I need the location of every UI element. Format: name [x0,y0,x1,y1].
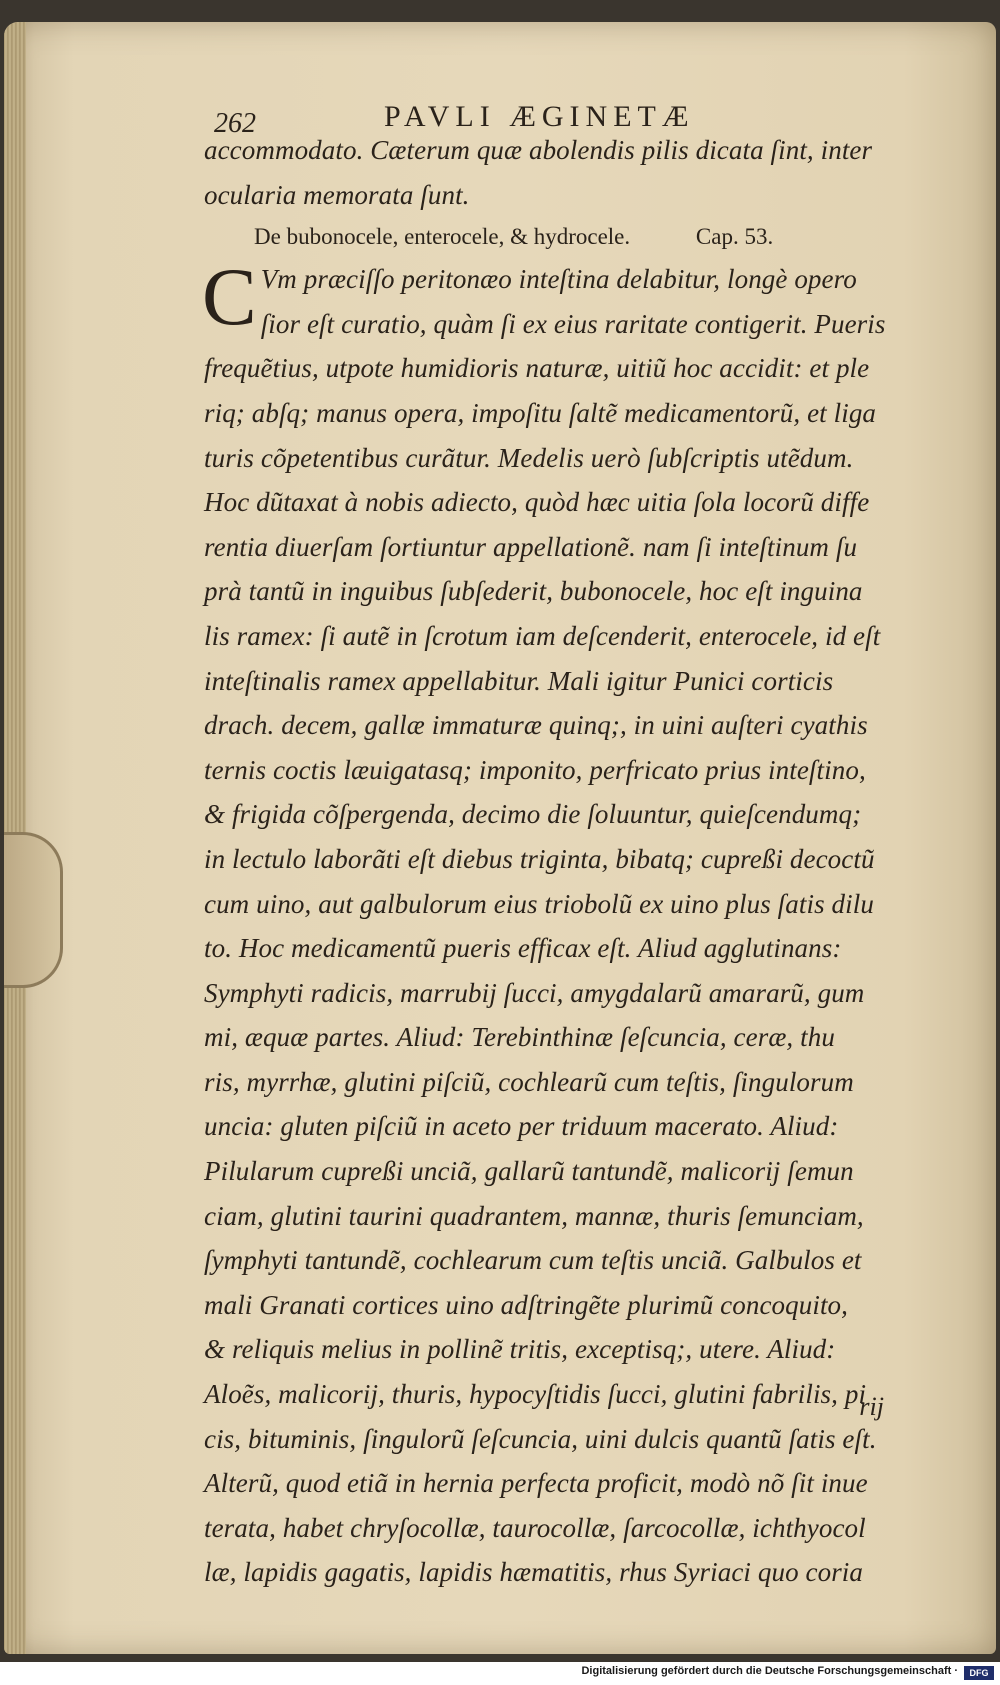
body-line: ternis coctis læuigatasq; imponito, perfricato prius inteſtino, [204,754,866,785]
body-line: turis cõpetentibus curãtur. Medelis uerò ſubſcriptis utẽdum. [204,442,854,473]
body-line: drach. decem, gallæ immaturæ quinq;, in uini auſteri cyathis [204,710,868,741]
body-line: & reliquis melius in pollinẽ tritis, exceptisq;, utere. Aliud: [204,1334,836,1365]
drop-cap: C [202,251,257,343]
body-line: frequẽtius, utpote humidioris naturæ, uitiũ hoc accidit: et ple [204,353,870,384]
body-line: & frigida cõſpergenda, decimo die ſoluuntur, quieſcendumq; [204,799,862,830]
body-line: to. Hoc medicamentũ pueris efficax eſt. Aliud agglutinans: [204,933,842,964]
chapter-body [202,251,924,1595]
body-line: ſior eſt curatio, quàm ſi ex eius raritate contigerit. Pueris [260,308,886,339]
intro-line: accommodato. Cæterum quæ abolendis pilis dicata ſint, inter [204,135,873,165]
chapter-heading [254,217,924,257]
body-line: Aloẽs, malicorij, thuris, hypocyſtidis ſucci, glutini fabrilis, pi [204,1379,867,1410]
intro-line: ocularia memorata ſunt. [204,179,470,210]
page-number: 262 [214,108,256,139]
body-line: Alterũ, quod etiã in hernia perfecta proficit, modò nõ ſit inue [204,1468,868,1499]
body-line: prà tantũ in inguibus ſubſederit, bubonocele, hoc eſt inguina [204,576,863,607]
catchword: rij [859,1392,884,1421]
text-block [202,80,924,1588]
dfg-logo-icon: DFG [964,1666,994,1680]
book-page [4,22,996,1654]
body-line: ris, myrrhæ, glutini piſciũ, cochlearũ cum teſtis, ſingulorum [204,1066,854,1097]
body-line: Hoc dũtaxat à nobis adiecto, quòd hæc uitia ſola locorũ diffe [204,487,870,518]
body-line: riq; abſq; manus opera, impoſitu ſaltẽ medicamentorũ, et liga [204,397,877,428]
body-line: terata, habet chryſocollæ, taurocollæ, ſarcocollæ, ichthyocol [204,1512,866,1543]
body-line: uncia: gluten piſciũ in aceto per triduum macerato. Aliud: [204,1111,839,1142]
body-line: cum uino, aut galbulorum eius triobolũ ex uino plus ſatis dilu [204,888,874,919]
body-line: lis ramex: ſi autẽ in ſcrotum iam deſcenderit, enterocele, id eſt [204,620,881,651]
body-line: inteſtinalis ramex appellabitur. Mali igitur Punici corticis [204,665,834,696]
page-header [204,80,924,139]
running-head: PAVLI ÆGINETÆ [384,100,695,133]
body-line: mi, æquæ partes. Aliud: Terebinthinæ ſeſcuncia, ceræ, thu [204,1022,835,1053]
body-line: mali Granati cortices uino adſtringẽte plurimũ concoquito, [204,1289,848,1320]
chapter-number: Cap. 53. [695,224,774,250]
body-line: Symphyti radicis, marrubij ſucci, amygdalarũ amararũ, gum [204,977,865,1008]
body-line: Pilularum cupreßi unciã, gallarũ tantundẽ, malicorij ſemun [204,1156,854,1187]
body-line: cis, bituminis, ſingulorũ ſeſcuncia, uini dulcis quantũ ſatis eſt. [204,1423,877,1454]
body-line: læ, lapidis gagatis, lapidis hæmatitis, rhus Syriaci quo coria [204,1557,864,1588]
book-clasp [4,832,63,988]
body-line: ſymphyti tantundẽ, cochlearum cum teſtis unciã. Galbulos et [204,1245,862,1276]
body-line: Vm præciſſo peritonæo inteſtina delabitur, longè opero [260,264,857,295]
chapter-title: De bubonocele, enterocele, & hydrocele. [254,224,631,250]
footer-credit: Digitalisierung gefördert durch die Deutsche Forschungsgemeinschaft · [581,1665,958,1677]
body-line: in lectulo laborãti eſt diebus triginta, bibatq; cupreßi decoctũ [204,843,875,874]
body-line: rentia diuerſam ſortiuntur appellationẽ. nam ſi inteſtinum ſu [204,531,858,562]
body-line: ciam, glutini taurini quadrantem, mannæ, thuris ſemunciam, [204,1200,864,1231]
digitization-footer [0,1662,1000,1685]
